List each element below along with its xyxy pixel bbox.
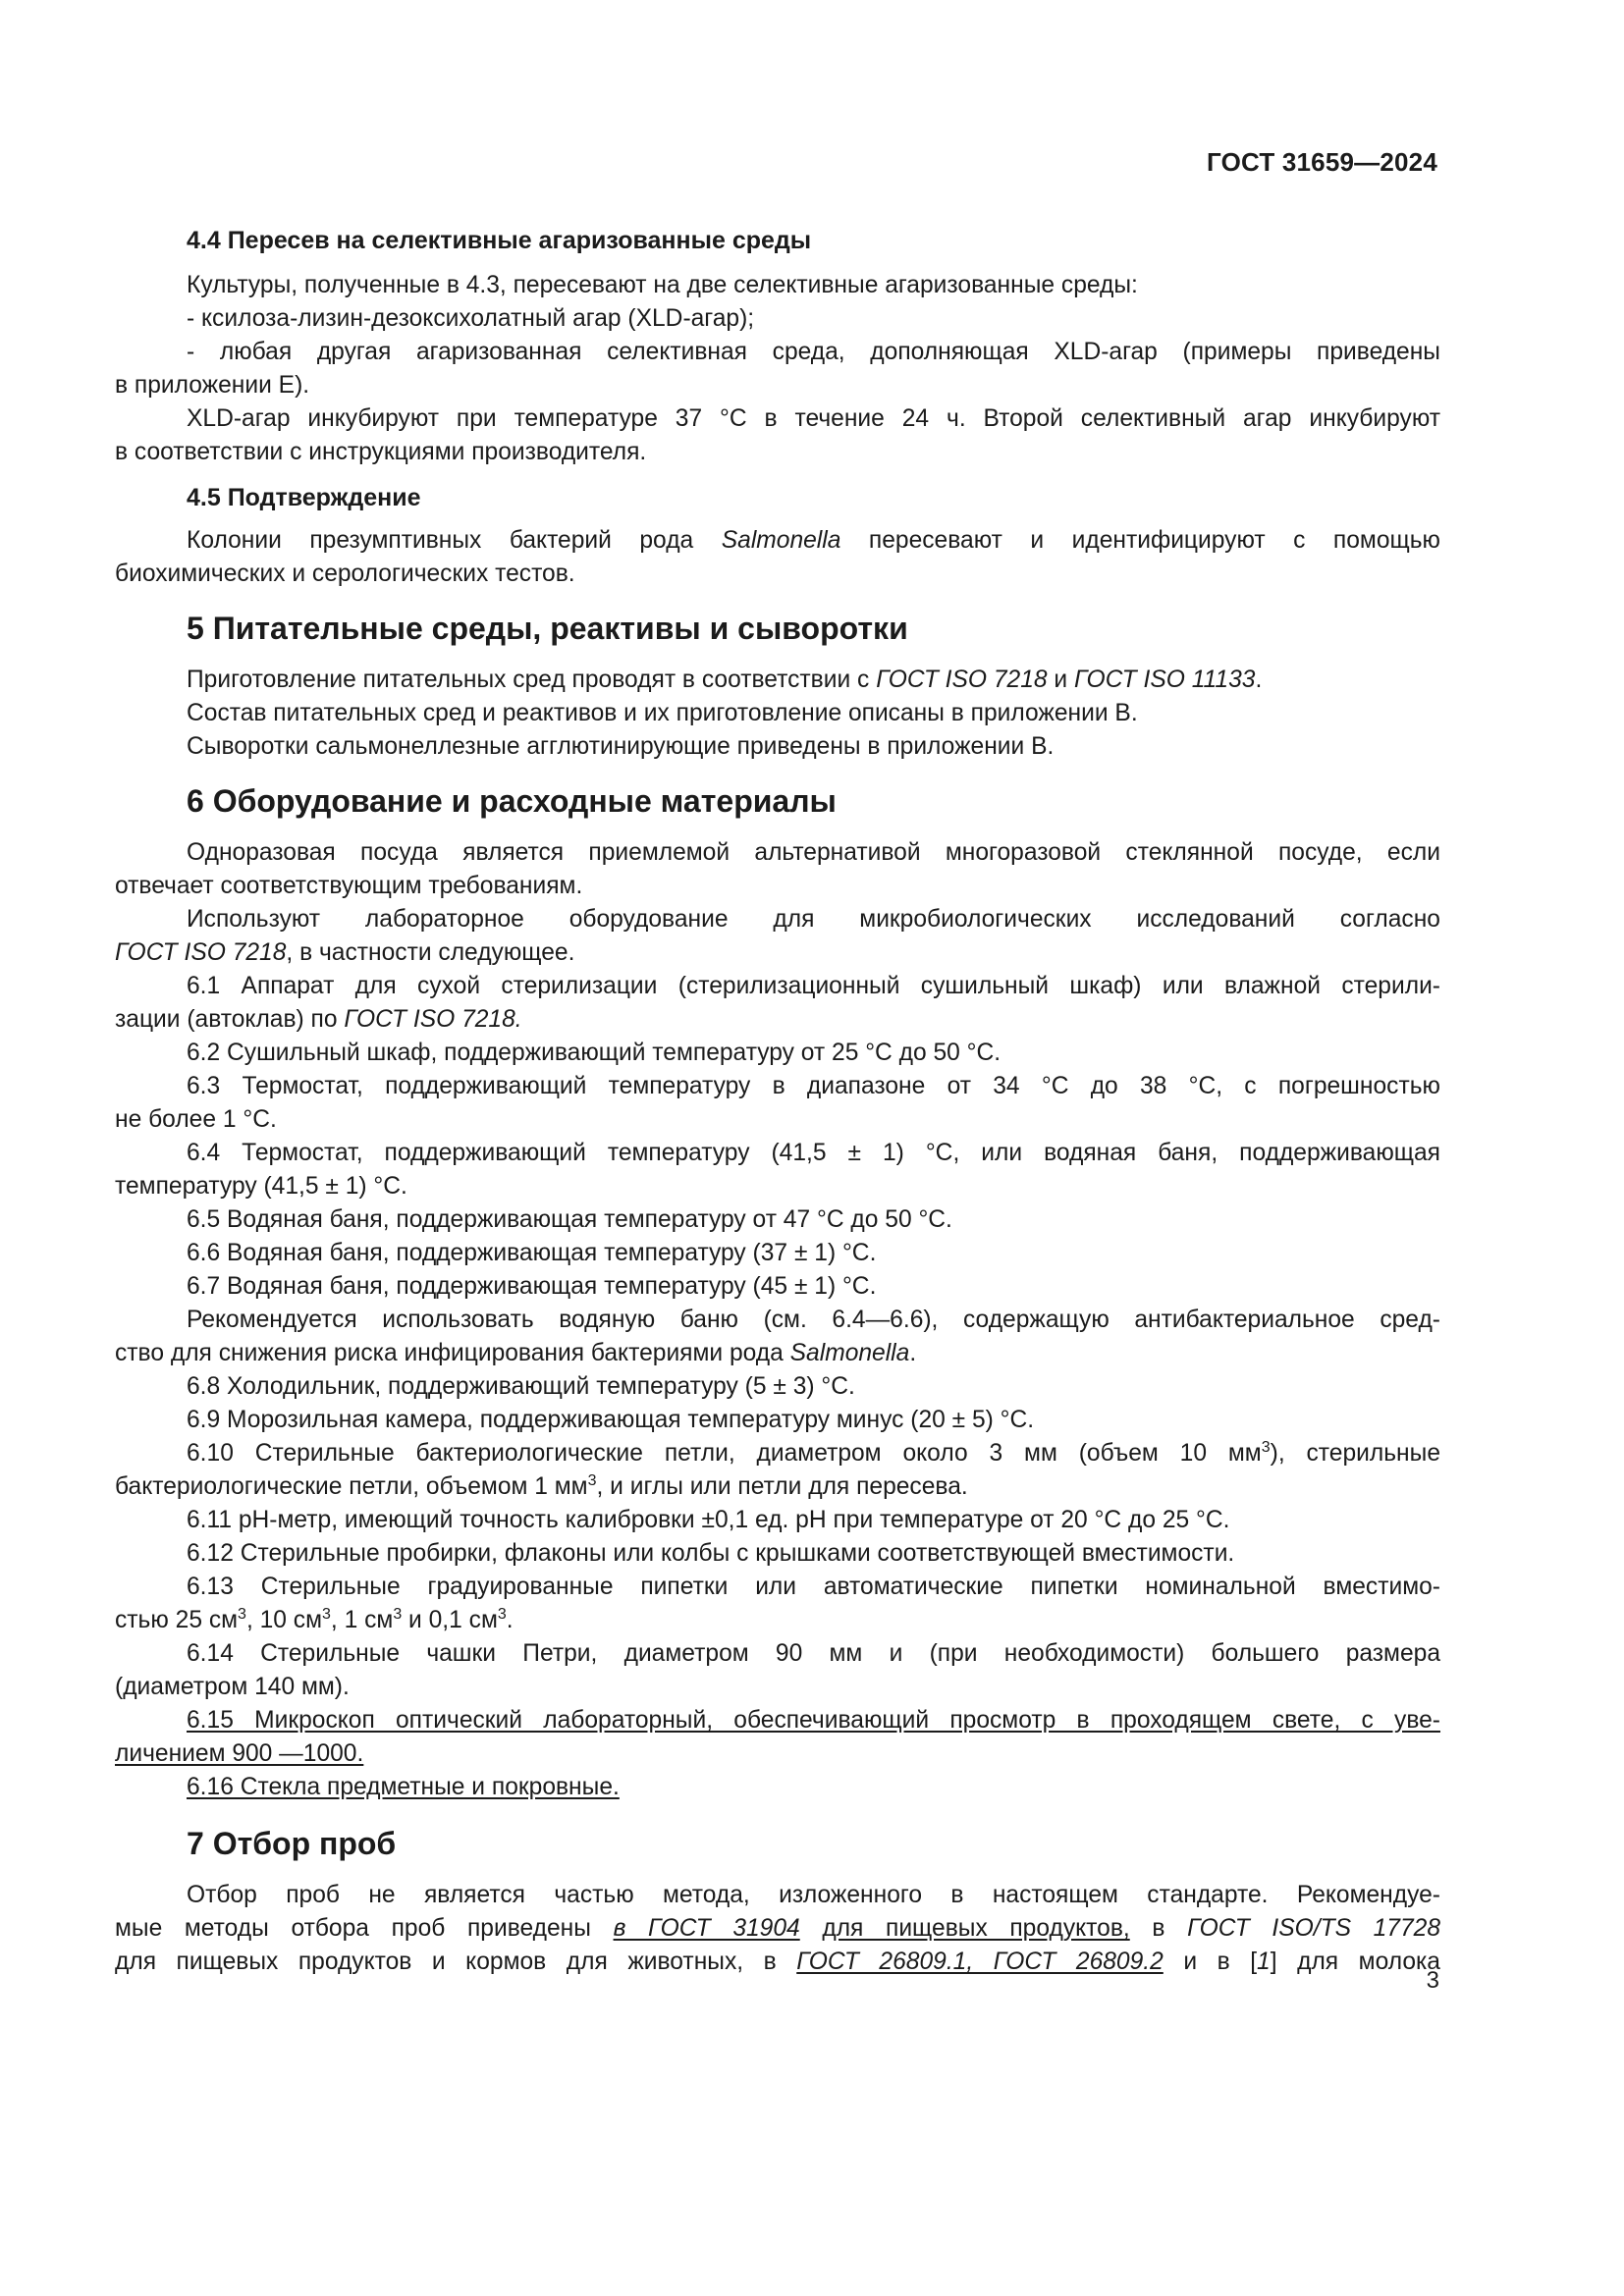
paragraph-line: Одноразовая посуда является приемлемой альтернативой многоразовой стеклянной посуде, если [187, 839, 1440, 866]
equipment-item-6-2: 6.2 Сушильный шкаф, поддерживающий температуру от 25 °С до 50 °С. [187, 1040, 1001, 1066]
text-run: , и иглы или петли для пересева. [596, 1473, 968, 1500]
paragraph-line: Состав питательных сред и реактивов и их приготовление описаны в приложении В. [187, 700, 1138, 726]
text-run: мые методы отбора проб приведены [115, 1915, 614, 1942]
text-run: ство для снижения риска инфицирования бактериями рода [115, 1340, 790, 1366]
text-run: , 10 см [245, 1607, 323, 1633]
superscript: 3 [587, 1472, 597, 1489]
text-run: . [1255, 667, 1263, 693]
equipment-item-6-5: 6.5 Водяная баня, поддерживающая температуру от 47 °С до 50 °С. [187, 1206, 952, 1233]
standard-reference: в ГОСТ 31904 [613, 1915, 800, 1942]
standard-reference: ГОСТ ISO 11133 [1074, 667, 1256, 693]
paragraph-line: Отбор проб не является частью метода, изложенного в настоящем стандарте. Рекомендуе- [187, 1882, 1440, 1908]
equipment-item-6-10 [115, 1437, 1440, 1470]
equipment-item-6-16 [115, 1771, 1440, 1804]
bibliography-reference: 1 [1257, 1949, 1271, 1975]
equipment-item-6-4-cont: температуру (41,5 ± 1) °С. [115, 1173, 407, 1200]
superscript: 3 [497, 1606, 507, 1623]
subsection-title-4-5: 4.5 Подтверждение [187, 484, 421, 511]
equipment-item-6-6: 6.6 Водяная баня, поддерживающая температуру (37 ± 1) °С. [187, 1240, 877, 1266]
text-run: . [909, 1340, 917, 1366]
text-run: зации (автоклав) по [115, 1006, 345, 1033]
page-content [115, 224, 1440, 1979]
equipment-item-6-3-cont: не более 1 °С. [115, 1106, 277, 1133]
text-run: пересевают и идентифицируют с помощью [840, 527, 1440, 554]
text-run: для пищевых продуктов и кормов для животных, в [115, 1949, 797, 1975]
paragraph-line [115, 1946, 1440, 1979]
superscript: 3 [238, 1606, 246, 1623]
equipment-item-6-12: 6.12 Стерильные пробирки, флаконы или колбы с крышками соответствующей вместимости. [187, 1540, 1235, 1567]
equipment-item-6-15-cont [115, 1737, 1440, 1771]
text-run: бактериологические петли, объемом 1 мм [115, 1473, 588, 1500]
equipment-item-6-1-cont [115, 1003, 1440, 1037]
superscript: 3 [393, 1606, 403, 1623]
text-run: Приготовление питательных сред проводят в соответствии с [187, 667, 877, 693]
text-run: , в частности следующее. [286, 939, 575, 966]
superscript: 3 [1261, 1439, 1271, 1456]
text-run: ] для молока [1270, 1949, 1440, 1975]
section-title-5: 5 Питательные среды, реактивы и сыворотки [187, 611, 908, 646]
list-item: - любая другая агаризованная селективная среда, дополняющая XLD-агар (примеры приведены [187, 339, 1440, 365]
paragraph-line [115, 936, 1440, 970]
recommendation-line [115, 1337, 1440, 1370]
equipment-item-6-9: 6.9 Морозильная камера, поддерживающая температуру минус (20 ± 5) °С. [187, 1407, 1035, 1433]
standard-reference: ГОСТ ISO 7218. [344, 1006, 522, 1033]
text-run: ), стерильные [1270, 1440, 1440, 1467]
standard-reference: ГОСТ ISO 7218 [876, 667, 1048, 693]
text-run: стью 25 см [115, 1607, 239, 1633]
section-title-6: 6 Оборудование и расходные материалы [187, 783, 837, 819]
equipment-item-6-8: 6.8 Холодильник, поддерживающий температуру (5 ± 3) °С. [187, 1373, 855, 1400]
equipment-item-6-3: 6.3 Термостат, поддерживающий температуру в диапазоне от 34 °С до 38 °С, с погрешностью [187, 1073, 1440, 1099]
text-run: и в [ [1163, 1949, 1258, 1975]
italic-term: Salmonella [789, 1340, 910, 1366]
subsection-title-4-4: 4.4 Пересев на селективные агаризованные среды [187, 227, 812, 254]
equipment-item-6-4: 6.4 Термостат, поддерживающий температуру (41,5 ± 1) °С, или водяная баня, поддерживающая [187, 1140, 1440, 1166]
paragraph-line: отвечает соответствующим требованиям. [115, 873, 583, 899]
text-run: в [1129, 1915, 1188, 1942]
document-id-header: ГОСТ 31659—2024 [1207, 147, 1437, 177]
equipment-item-6-10-cont [115, 1470, 1440, 1504]
equipment-item-6-13: 6.13 Стерильные градуированные пипетки или автоматические пипетки номинальной вместимо- [187, 1574, 1440, 1600]
paragraph-line [115, 524, 1440, 558]
underlined-text: для пищевых продуктов, [822, 1915, 1130, 1942]
paragraph-line: Используют лабораторное оборудование для микробиологических исследований согласно [187, 906, 1440, 933]
paragraph-line: биохимических и серологических тестов. [115, 561, 575, 587]
section-title-7: 7 Отбор проб [187, 1826, 397, 1861]
paragraph-line [115, 1912, 1440, 1946]
equipment-item-6-7: 6.7 Водяная баня, поддерживающая температуру (45 ± 1) °С. [187, 1273, 877, 1300]
recommendation-line: Рекомендуется использовать водяную баню (см. 6.4—6.6), содержащую антибактериальное сред- [187, 1307, 1440, 1333]
paragraph-line: в соответствии с инструкциями производителя. [115, 439, 647, 465]
text-run: . [506, 1607, 514, 1633]
text-run: 6.10 Стерильные бактериологические петли, диаметром около 3 мм (объем 10 мм [187, 1440, 1262, 1467]
standard-reference: ГОСТ ISO/TS 17728 [1187, 1915, 1441, 1942]
italic-term: Salmonella [721, 527, 841, 554]
standard-reference: ГОСТ 26809.1, ГОСТ 26809.2 [796, 1949, 1164, 1975]
paragraph-line: Культуры, полученные в 4.3, пересевают на две селективные агаризованные среды: [187, 272, 1138, 298]
underlined-text: 6.16 Стекла предметные и покровные. [187, 1774, 620, 1800]
standard-reference: ГОСТ ISO 7218 [115, 939, 287, 966]
equipment-item-6-11: 6.11 pH-метр, имеющий точность калибровки ±0,1 ед. pH при температуре от 20 °С до 25 °С. [187, 1507, 1230, 1533]
equipment-item-6-1: 6.1 Аппарат для сухой стерилизации (стерилизационный сушильный шкаф) или влажной стерили- [187, 973, 1440, 999]
paragraph-line: XLD-агар инкубируют при температуре 37 °С в течение 24 ч. Второй селективный агар инкубируют [187, 405, 1440, 432]
underlined-text: 6.15 Микроскоп оптический лабораторный, обеспечивающий просмотр в проходящем свете, с уве- [187, 1707, 1440, 1734]
underlined-text: личением 900 —1000. [115, 1740, 364, 1767]
equipment-item-6-15 [115, 1704, 1440, 1737]
list-item-continuation: в приложении Е). [115, 372, 310, 399]
text-run: Колонии презумптивных бактерий рода [187, 527, 722, 554]
text-run [800, 1915, 823, 1942]
text-run: , 1 см [330, 1607, 394, 1633]
equipment-item-6-14-cont: (диаметром 140 мм). [115, 1674, 350, 1700]
equipment-item-6-13-cont [115, 1604, 1440, 1637]
text-run: и 0,1 см [402, 1607, 498, 1633]
text-run: и [1047, 667, 1074, 693]
page-number: 3 [1426, 1967, 1439, 1994]
superscript: 3 [322, 1606, 331, 1623]
paragraph-line [115, 664, 1440, 697]
paragraph-line: Сыворотки сальмонеллезные агглютинирующие приведены в приложении В. [187, 733, 1055, 760]
list-item: - ксилоза-лизин-дезоксихолатный агар (XLD-агар); [187, 305, 755, 332]
equipment-item-6-14: 6.14 Стерильные чашки Петри, диаметром 90 мм и (при необходимости) большего размера [187, 1640, 1440, 1667]
